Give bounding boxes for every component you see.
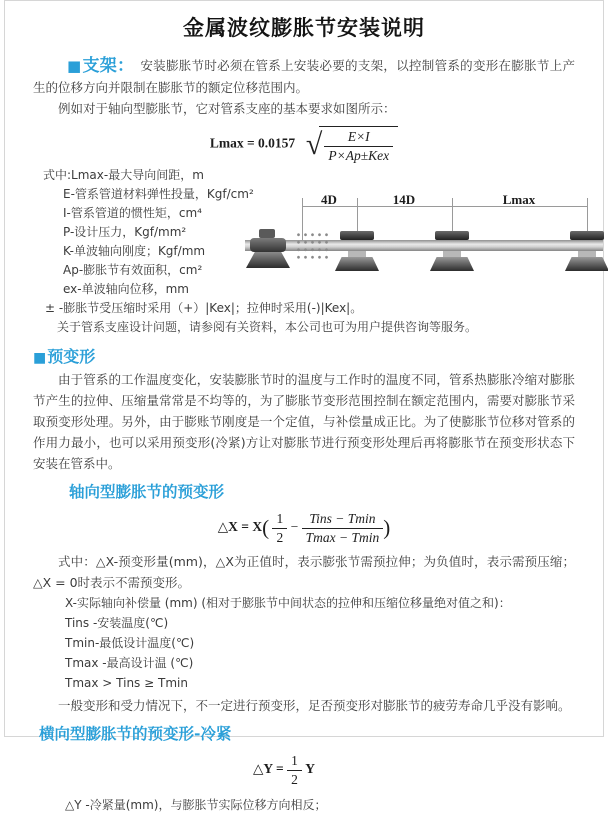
- formula-lhs: △X = X: [217, 519, 263, 535]
- anchor-support: [250, 238, 286, 252]
- guide-support-base: [335, 257, 379, 271]
- axial-definition-line: Tmax -最高设计温 (℃): [65, 656, 194, 671]
- formula-lhs: △Y =: [253, 761, 284, 777]
- sqrt-radical-icon: √: [305, 128, 323, 162]
- guide-support-neck: [348, 251, 366, 258]
- support-intro-paragraph: [33, 55, 575, 98]
- half-fraction: [287, 753, 302, 787]
- guide-support-base: [430, 257, 474, 271]
- guide-support-cap: [340, 231, 374, 240]
- definition-line: Ap-膨胀节有效面积，cm²: [63, 263, 203, 278]
- axial-definition-line: Tins -安装温度(℃): [65, 616, 169, 631]
- definition-line: P-设计压力，Kgf/mm²: [63, 225, 187, 240]
- support-example-line: 例如对于轴向型膨胀节，它对管系支座的基本要求如图所示：: [58, 101, 396, 116]
- lateral-predeform-heading: 横向型膨胀节的预变形-冷紧: [39, 725, 232, 744]
- dimension-line: [302, 206, 587, 207]
- close-paren: ): [383, 515, 391, 540]
- axial-formula-note: 式中：△X-预变形量(mm)，△X为正值时，表示膨张节需预拉伸；为负值时，表示需预压缩；△X = 0时表示不需预变形。: [33, 554, 575, 591]
- axial-predeform-heading: 轴向型膨胀节的预变形: [69, 483, 225, 502]
- definition-line: K-单波轴向刚度；Kgf/mm: [63, 244, 206, 259]
- anchor-support: [259, 229, 275, 238]
- dim-label-lmax: Lmax: [502, 192, 536, 207]
- dim-label-14d: 14D: [392, 192, 416, 207]
- open-paren: (: [262, 515, 270, 540]
- fraction-denominator: Tmax − Tmin: [305, 529, 380, 545]
- page-title: 金属波纹膨胀节安装说明: [183, 16, 425, 40]
- temperature-fraction: [302, 511, 384, 545]
- anchor-support-base: [246, 252, 290, 268]
- support-heading-label: 支架：: [82, 56, 135, 76]
- half-fraction: [272, 511, 287, 545]
- lateral-predeform-formula: [5, 753, 563, 787]
- bellows-expansion-joint: [294, 230, 332, 261]
- guide-support-neck: [443, 251, 461, 258]
- dim-label-4d: 4D: [321, 192, 337, 207]
- guide-spacing-formula: [5, 126, 603, 163]
- formula-fraction: [324, 129, 393, 163]
- fraction-numerator: 1: [287, 753, 302, 771]
- definition-line: E-管系管道材料弹性投量，Kgf/cm²: [63, 187, 254, 202]
- guide-support-neck: [578, 251, 596, 258]
- fraction-numerator: 1: [272, 511, 287, 529]
- axial-definition-line: X-实际轴向补偿量 (mm) (相对于膨胀节中间状态的拉伸和压缩位移量绝对值之和)：: [65, 596, 511, 611]
- guide-support-cap: [570, 231, 604, 240]
- fraction-numerator: E×I: [324, 129, 393, 147]
- fraction-numerator: Tins − Tmin: [302, 511, 384, 529]
- axial-definition-line: Tmin-最低设计温度(℃): [65, 636, 195, 651]
- support-section-heading: [67, 56, 134, 76]
- formula-lhs: Lmax = 0.0157: [209, 135, 296, 151]
- predeform-body-paragraph: 由于管系的工作温度变化，安装膨胀节时的温度与工作时的温度不同，管系热膨胀冷缩对膨胀节产生的拉伸、压缩量常常是不均等的，为了膨胀节变形范围控制在额定范围内，需要对膨胀节采取预变形处理。另外，由于膨账节刚度是一个定值，与补偿量成正比。为了使膨胀节位移对管系的作用力最小，也可以采用预变形(冷紧)方让对膨胀节进行预变形处理后再将膨胀节在预变形状态下安装在管系中。: [33, 372, 575, 472]
- sqrt-expression: [306, 126, 398, 163]
- fraction-denominator: P×Ap±Kex: [328, 147, 390, 163]
- definition-line: ± -膨胀节受压缩时采用（+）|Kex|；拉伸时采用(-)|Kex|。: [45, 301, 363, 316]
- pipe-support-diagram: [245, 194, 603, 286]
- fraction-denominator: 2: [276, 529, 284, 545]
- axial-definition-line: Tmax > Tins ≥ Tmin: [65, 676, 188, 691]
- axial-final-note: 一般变形和受力情况下，不一定进行预变形，足否预变形对膨胀节的疲劳寿命几乎没有影响。: [58, 698, 571, 714]
- document-page: [4, 0, 604, 813]
- section-bullet-icon: ■: [67, 57, 82, 75]
- definition-line: ex-单波轴向位移，mm: [63, 282, 189, 297]
- definition-line: 式中:Lmax-最大导向间距，m: [43, 168, 204, 183]
- predeform-section-heading: [33, 344, 603, 367]
- definition-line: 关于管系支座设计问题，请参阅有关资料，本公司也可为用户提供咨询等服务。: [57, 320, 478, 335]
- definition-line: I-管系管道的惯性矩，cm⁴: [63, 206, 202, 221]
- fraction-denominator: 2: [291, 771, 298, 787]
- predeform-heading-label: 预变形: [47, 347, 96, 367]
- support-intro-text: 安装膨胀节时必须在管系上安装必要的支架，以控制管系的变形在膨胀节上产生的位移方向并限制在膨胀节的额定位移范围内。: [33, 58, 575, 95]
- minus-sign: −: [290, 519, 299, 535]
- guide-support-base: [565, 257, 608, 271]
- lateral-formula-note: △Y -冷紧量(mm)，与膨胀节实际位移方向相反；: [65, 798, 327, 813]
- guide-support-cap: [435, 231, 469, 240]
- formula-rhs: Y: [305, 761, 315, 777]
- section-bullet-icon: ■: [33, 350, 47, 367]
- axial-predeform-formula: [5, 511, 603, 545]
